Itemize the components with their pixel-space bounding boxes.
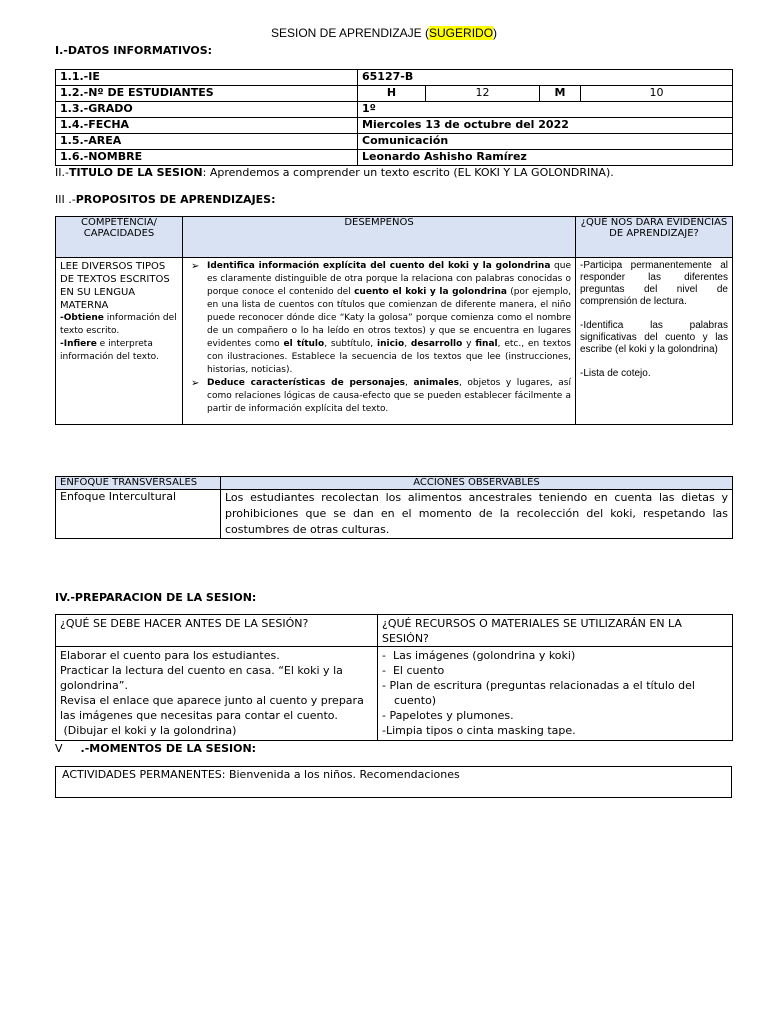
- title-text: SESION DE APRENDIZAJE: [270, 26, 422, 40]
- grado-value: 1º: [358, 102, 733, 118]
- desempeno-item: [187, 260, 571, 377]
- section3-prefix: III .-: [55, 193, 76, 206]
- nombre-label: 1.6.-NOMBRE: [56, 150, 358, 166]
- d2-a: ,: [405, 378, 414, 388]
- table-row: [56, 150, 733, 166]
- fecha-label: 1.4.-FECHA: [56, 118, 358, 134]
- section2-prefix: II.-: [55, 166, 69, 179]
- ie-value: 65127-B: [358, 70, 733, 86]
- table-row: [56, 647, 733, 741]
- m-value: 10: [581, 86, 733, 102]
- enfoque-name: Enfoque Intercultural: [56, 490, 221, 539]
- d1-b: cuento el koki y la golondrina: [354, 287, 507, 297]
- d2-bold2: animales: [413, 378, 459, 388]
- d2-b: , objetos y lugares, así como relaciones lógicas de causa-efecto que se pueden establecer fácilmente a partir de información explícita del texto.: [207, 378, 571, 414]
- title-highlight: SUGERIDO: [429, 26, 494, 40]
- competencia-cell: [56, 258, 183, 425]
- page-title: [0, 26, 768, 40]
- table-row: [56, 217, 733, 258]
- antes-header: ¿QUÉ SE DEBE HACER ANTES DE LA SESIÓN?: [56, 615, 378, 647]
- section1-heading: I.-DATOS INFORMATIVOS:: [55, 44, 213, 57]
- desempenos-cell: [183, 258, 576, 425]
- evidencias-header: ¿QUÉ NOS DARA EVIDENCIAS DE APRENDIZAJE?: [576, 217, 733, 258]
- evidencia-2: -Identifica las palabras significativas del cuento y las escribe (el koki y la golondrina): [580, 320, 728, 355]
- section3-heading-text: PROPOSITOS DE APRENDIZAJES:: [75, 193, 276, 206]
- list-item: - Papelotes y plumones.: [382, 709, 514, 722]
- d1-f: y: [462, 339, 476, 349]
- section2-label: TITULO DE LA SESION: [68, 166, 203, 179]
- d2-bold1: Deduce características de personajes: [207, 378, 406, 388]
- session-title-line: [55, 166, 614, 179]
- enfoque-header: ENFOQUE TRANSVERSALES: [56, 477, 221, 490]
- desempeno-item: [187, 377, 571, 416]
- table-row: [56, 767, 732, 798]
- area-value: Comunicación: [358, 134, 733, 150]
- section3-heading: [55, 193, 276, 206]
- d1-bold: Identifica información explícita del cuento del koki y la golondrina: [207, 261, 551, 271]
- d1-t3: desarrollo: [410, 339, 463, 349]
- title-paren-open: (: [425, 26, 430, 40]
- h-value: 12: [426, 86, 540, 102]
- section5-heading-text: .-MOMENTOS DE LA SESION:: [80, 742, 257, 755]
- d1-t2: inicio: [377, 339, 405, 349]
- preparacion-table: [55, 614, 733, 741]
- table-row: [56, 70, 733, 86]
- table-row: [56, 118, 733, 134]
- table-row: [56, 134, 733, 150]
- competencia-text: LEE DIVERSOS TIPOS DE TEXTOS ESCRITOS EN SU LENGUA MATERNA: [60, 261, 170, 311]
- table-row: [56, 615, 733, 647]
- title-paren-close: ): [493, 26, 498, 40]
- list-item: Elaborar el cuento para los estudiantes.: [60, 649, 280, 662]
- list-item: - Plan de escritura (preguntas relacionadas a el título del cuento): [382, 679, 695, 707]
- actividades-permanentes: ACTIVIDADES PERMANENTES: Bienvenida a los niños. Recomendaciones: [56, 767, 732, 798]
- enfoque-text: Los estudiantes recolectan los alimentos ancestrales teniendo en cuenta las dietas y prohibiciones que se dan en el momento de la recolección del koki, respetando las costumbres de otras culturas.: [221, 490, 733, 539]
- propositos-table: [55, 216, 733, 425]
- section5-prefix: V: [55, 742, 63, 755]
- antes-cell: [56, 647, 378, 741]
- competencia-header: COMPETENCIA/ CAPACIDADES: [56, 217, 183, 258]
- d1-c: (por ejemplo, en una lista de cuentos con títulos que comienzan de diferente manera, el niño puede reconocer dónde dice “Katy la golosa” porque comienza como el nombre de un compañero o lo ha leído en otros textos) y que se encuentra en lugares evidentes como: [207, 287, 572, 349]
- d1-d: , subtítulo,: [324, 339, 378, 349]
- acciones-header: ACCIONES OBSERVABLES: [221, 477, 733, 490]
- cap2-bold: -Infiere: [60, 339, 97, 349]
- list-item: - Las imágenes (golondrina y koki): [382, 649, 576, 662]
- list-item: -Limpia tipos o cinta masking tape.: [382, 724, 576, 737]
- table-row: [56, 86, 733, 102]
- section5-heading: [55, 742, 256, 755]
- fecha-value: Miercoles 13 de octubre del 2022: [358, 118, 733, 134]
- datos-table: [55, 69, 733, 166]
- list-item: Practicar la lectura del cuento en casa. “El koki y la golondrina”.: [60, 664, 343, 692]
- ie-label: 1.1.-IE: [56, 70, 358, 86]
- evidencias-cell: [576, 258, 733, 425]
- momentos-table: [55, 766, 732, 798]
- list-item: - El cuento: [382, 664, 445, 677]
- recursos-cell: [378, 647, 733, 741]
- table-row: [56, 102, 733, 118]
- d1-t1: el título: [283, 339, 325, 349]
- table-row: [56, 490, 733, 539]
- d1-t4: final: [475, 339, 498, 349]
- recursos-header: ¿QUÉ RECURSOS O MATERIALES SE UTILIZARÁN EN LA SESIÓN?: [378, 615, 733, 647]
- d1-a: que es claramente distinguible de otra porque la relaciona con palabras conocidas o porque conoce el contenido del: [207, 261, 571, 297]
- table-row: [56, 477, 733, 490]
- grado-label: 1.3.-GRADO: [56, 102, 358, 118]
- desempenos-header: DESEMPEÑOS: [183, 217, 576, 258]
- evidencia-1: -Participa permanentemente al responder las diferentes preguntas del nivel de comprensión de lectura.: [580, 260, 728, 307]
- m-label: M: [540, 86, 581, 102]
- section4-heading: IV.-PREPARACION DE LA SESION:: [55, 591, 257, 604]
- d1-g: , etc., en textos con ilustraciones. Establece la secuencia de los textos que lee (instrucciones, historias, noticias).: [207, 339, 571, 375]
- nombre-value: Leonardo Ashisho Ramírez: [358, 150, 733, 166]
- section2-text: : Aprendemos a comprender un texto escrito (EL KOKI Y LA GOLONDRINA).: [202, 166, 614, 179]
- students-label: 1.2.-Nº DE ESTUDIANTES: [56, 86, 358, 102]
- evidencia-3: -Lista de cotejo.: [580, 368, 651, 379]
- d1-e: ,: [404, 339, 411, 349]
- h-label: H: [358, 86, 426, 102]
- area-label: 1.5.-AREA: [56, 134, 358, 150]
- cap1-rest: información del texto escrito.: [60, 313, 177, 336]
- table-row: [56, 258, 733, 425]
- list-item: Revisa el enlace que aparece junto al cuento y prepara las imágenes que necesitas para contar el cuento.: [60, 694, 364, 722]
- list-item: (Dibujar el koki y la golondrina): [60, 724, 237, 737]
- enfoque-table: [55, 476, 733, 539]
- cap2-rest: e interpreta información del texto.: [60, 339, 159, 362]
- cap1-bold: -Obtiene: [60, 313, 104, 323]
